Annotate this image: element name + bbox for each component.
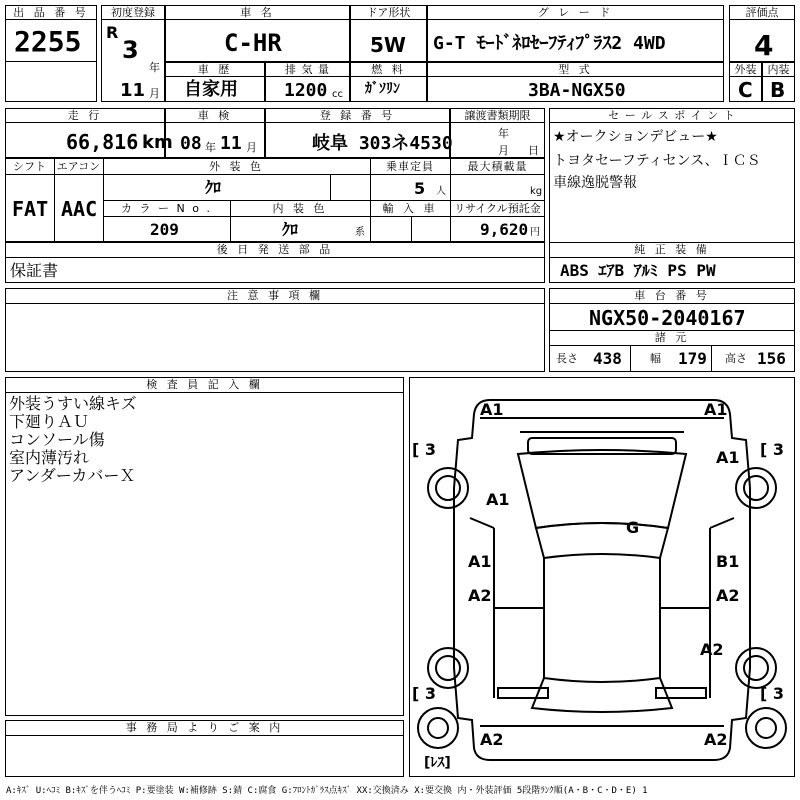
car-name-label: 車 名 xyxy=(240,6,275,19)
wheel-rear-right-mark: [ 3 xyxy=(760,684,785,703)
notes-label: 注 意 事 項 欄 xyxy=(227,289,323,302)
inspector-note-3: コンソール傷 xyxy=(9,430,105,449)
kg-unit: kg xyxy=(530,186,543,197)
max-load-label: 最大積載量 xyxy=(467,160,528,173)
shift-label: シフト xyxy=(13,160,46,173)
transfer-year-unit: 年 xyxy=(498,127,509,140)
chassis-no-value: NGX50-2040167 xyxy=(589,306,746,330)
lot-number-label: 出 品 番 号 xyxy=(13,6,89,19)
length-label: 長さ xyxy=(556,352,578,365)
genuine-equip-label: 純 正 装 備 xyxy=(634,243,710,256)
model-code-value: 3BA-NGX50 xyxy=(528,80,626,101)
car-name: C-HR xyxy=(224,29,282,57)
import-label: 輸 入 車 xyxy=(382,202,438,215)
reg-no-label: 登 録 番 号 xyxy=(319,109,396,122)
exterior-grade: C xyxy=(738,78,753,102)
fuel-label: 燃 料 xyxy=(371,63,406,76)
width-label: 幅 xyxy=(650,352,661,365)
genuine-equip-value: ABS ｴｱB ｱﾙﾐ PS PW xyxy=(560,261,716,280)
damage-rear-right: A2 xyxy=(704,730,728,749)
grade-label: グ レ ー ド xyxy=(537,6,614,19)
year-unit: 年 xyxy=(149,61,160,74)
height-label: 高さ xyxy=(725,352,747,365)
history-label: 車 歴 xyxy=(197,63,233,76)
inspector-note-4: 室内薄汚れ xyxy=(9,448,90,467)
color-no-value: 209 xyxy=(150,220,179,239)
aircon-value: AAC xyxy=(61,197,98,221)
office-label: 事 務 局 よ り ご 案 内 xyxy=(125,721,284,734)
ext-color-value: ｸﾛ xyxy=(205,178,222,197)
cc-unit: cc xyxy=(332,89,343,100)
damage-rear-left: A2 xyxy=(480,730,504,749)
displacement-label: 排 気 量 xyxy=(285,63,330,76)
mileage-label: 走 行 xyxy=(67,109,103,122)
transfer-month-unit: 月 xyxy=(498,144,509,157)
width-value: 179 xyxy=(678,349,707,368)
damage-windshield: G xyxy=(626,518,640,537)
reg-year: 3 xyxy=(122,36,139,64)
interior-grade: B xyxy=(770,78,786,102)
displacement-value: 1200 xyxy=(284,80,328,101)
km-unit: km xyxy=(142,132,173,153)
first-reg-label: 初度登録 xyxy=(111,6,155,19)
reg-month: 11 xyxy=(120,80,146,101)
score-label: 評価点 xyxy=(745,6,779,19)
damage-right-quarter: A2 xyxy=(700,640,724,659)
transfer-day-unit: 日 xyxy=(528,144,539,157)
later-items-label: 後 日 発 送 部 品 xyxy=(216,243,334,256)
kei-unit: 系 xyxy=(355,227,365,238)
chassis-no-label: 車 台 番 号 xyxy=(634,289,710,302)
inspection-year-unit: 年 xyxy=(205,141,216,154)
wheel-front-left-mark: [ 3 xyxy=(412,440,437,459)
interior-label: 内装 xyxy=(767,63,790,76)
sales-point-2: トヨタセーフティセンス、ＩＣＳ xyxy=(553,153,761,169)
inspection-month-unit: 月 xyxy=(246,141,257,154)
color-no-label: カ ラ ー N o . xyxy=(121,202,212,215)
inspection-year: 08 xyxy=(180,133,202,154)
recycle-label: リサイクル預託金 xyxy=(454,202,541,215)
sales-point-1: ★オークションデビュー★ xyxy=(553,129,718,145)
sales-point-label: セ ー ル ス ポ イ ン ト xyxy=(608,109,736,122)
model-code-label: 型 式 xyxy=(558,63,593,76)
car-outline-diagram xyxy=(410,378,794,776)
inspector-note-5: アンダーカバーＸ xyxy=(9,466,136,485)
length-value: 438 xyxy=(593,349,622,368)
int-color-label: 内 装 色 xyxy=(272,202,328,215)
reg-no-value: 岐阜 303ネ4530 xyxy=(312,133,453,154)
transfer-docs-label: 譲渡書類期限 xyxy=(464,109,531,122)
capacity-label: 乗車定員 xyxy=(386,160,434,173)
damage-right-rear-door: A2 xyxy=(716,586,740,605)
fuel-value: ｶﾞｿﾘﾝ xyxy=(365,81,400,97)
door-value: 5W xyxy=(370,33,406,57)
int-color-value: ｸﾛ xyxy=(282,220,299,239)
capacity-value: 5 xyxy=(414,179,426,198)
damage-left-rear-door: A2 xyxy=(468,586,492,605)
recycle-value: 9,620 xyxy=(480,220,529,239)
door-label: ドア形状 xyxy=(366,6,411,19)
rear-bottom-mark: [ﾚｽ] xyxy=(424,755,451,771)
ext-color-label: 外 装 色 xyxy=(209,160,264,173)
score-value: 4 xyxy=(754,29,774,62)
person-unit: 人 xyxy=(436,186,446,197)
wheel-rear-left-mark: [ 3 xyxy=(412,684,437,703)
damage-front-right: A1 xyxy=(704,400,728,419)
inspection-month: 11 xyxy=(220,133,242,154)
car-diagram xyxy=(409,377,795,777)
aircon-label: エアコン xyxy=(56,160,101,173)
damage-hood-left: A1 xyxy=(486,490,510,509)
legend: A:ｷｽﾞ U:ﾍｺﾐ B:ｷｽﾞを伴うﾍｺﾐ P:要塗装 W:補修跡 S:錆 C:腐食 G:ﾌﾛﾝﾄｶﾞﾗｽ点ｷｽﾞ XX:交換済み X:要交換 内・外装評価 5段階ﾗﾝｸ順(A・B・C・D・E) 1 xyxy=(6,786,648,796)
height-value: 156 xyxy=(757,349,786,368)
later-items-value: 保証書 xyxy=(10,261,59,280)
month-unit: 月 xyxy=(149,87,160,100)
damage-front-left: A1 xyxy=(480,400,504,419)
mileage-value: 66,816 xyxy=(66,130,139,154)
dims-label: 諸 元 xyxy=(654,331,690,344)
era: R xyxy=(106,23,119,42)
inspection-label: 車 検 xyxy=(197,109,233,122)
inspector-note-1: 外装うすい線キズ xyxy=(9,394,137,413)
inspector-note-2: 下廻りＡＵ xyxy=(9,412,90,431)
wheel-front-right-mark: [ 3 xyxy=(760,440,785,459)
yen-unit: 円 xyxy=(530,227,540,238)
sales-point-3: 車線逸脱警報 xyxy=(553,175,637,191)
inspector-label: 検 査 員 記 入 欄 xyxy=(146,378,263,391)
damage-right-front-door: B1 xyxy=(716,552,740,571)
damage-left-front-door: A1 xyxy=(468,552,492,571)
exterior-label: 外装 xyxy=(734,63,757,76)
history-value: 自家用 xyxy=(184,79,238,100)
lot-number: 2255 xyxy=(14,25,82,58)
grade-value: G-T ﾓｰﾄﾞﾈﾛｾｰﾌﾃｨﾌﾟﾗｽ2 4WD xyxy=(433,33,666,54)
shift-value: FAT xyxy=(12,197,49,221)
damage-right-fender: A1 xyxy=(716,448,740,467)
